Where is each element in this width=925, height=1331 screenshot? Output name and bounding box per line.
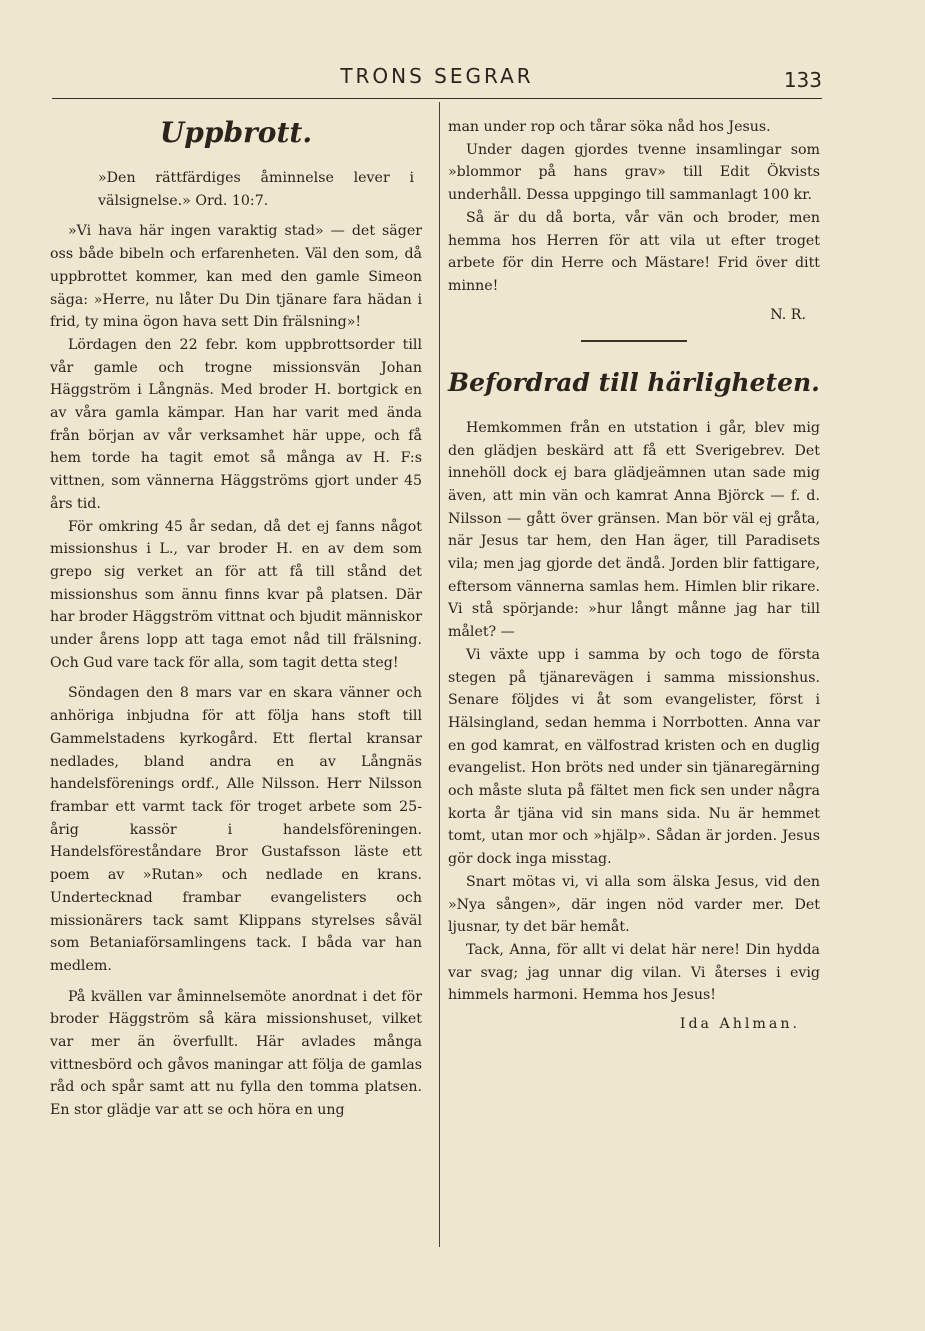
running-head [52, 60, 822, 99]
page-number: 133 [783, 68, 822, 92]
article1-paragraph: På kvällen var åminnelsemöte anordnat i det för broder Häggström så kära missionshuset, vilket var mer än överfullt. Här avlades många vittnesbörd och gåvos maningar att följa de gamlas råd och spår samt att nu fylla den tomma platsen. En stor glädje var att se och höra en ung [50, 988, 422, 1119]
article1-continuation: Under dagen gjordes tvenne insamlingar som »blommor på hans grav» till Edit Ökvists underhåll. Dessa uppgingo till sammanlagt 100 kr. [448, 141, 820, 204]
article-separator [581, 340, 687, 342]
left-column [50, 100, 422, 1122]
article2-paragraph: Hemkommen från en utstation i går, blev mig den glädjen beskärd att få ett Sverigebrev. Det innehöll dock ej bara glädjeämnen utan sade mig även, att min vän och kamrat Anna Björck — f. d. Nilsson — gått över gränsen. Man bör väl ej gråta, när Jesus tar hem, den Han äger, till Paradisets vila; men jag gjorde det ändå. Jorden blir fattigare, eftersom vännerna samlas hem. Himlen blir rikare. Vi stå spörjande: »hur långt månne jag har till målet? — [448, 419, 820, 641]
article1-paragraph: Söndagen den 8 mars var en skara vänner och anhöriga inbjudna för att följa hans stoft till Gammelstadens kyrkogård. Ett flertal kransar nedlades, bland andra en av Långnäs handelsförenings ordf., Alle Nilsson. Herr Nilsson frambar ett varmt tack för troget arbete som 25-årig kassör i handelsföreningen. Handelsföreståndare Bror Gustafsson läste ett poem av »Rutan» och nedlade en krans. Undertecknad frambar evangelisters och missionärers tack samt Klippans styrelses såväl som Betaniaförsamlingens tack. I båda var han medlem. [50, 685, 422, 974]
article1-signature: N. R. [770, 306, 806, 323]
article1-paragraph: Lördagen den 22 febr. kom uppbrottsorder till vår gamle och trogne missionsvän Johan Häggström i Långnäs. Med broder H. bortgick en av våra gamla kämpar. Han har varit med ända från början av vår verksamhet här uppe, och få hem torde ha tagit emot så många av H. F:s vittnen, som vännerna Häggströms gjort under 45 års tid. [50, 336, 422, 512]
article1-epigraph: »Den rättfärdiges åminnelse lever i välsignelse.» Ord. 10:7. [98, 170, 414, 209]
article1-continuation: Så är du då borta, vår vän och broder, men hemma hos Herren för att vila ut efter troget arbete för din Herre och Mästare! Frid över ditt minne! [448, 209, 820, 294]
article2-paragraph: Snart mötas vi, vi alla som älska Jesus, vid den »Nya sången», där ingen nöd varder mer. Det ljusnar, ty det bär hemåt. [448, 873, 820, 936]
article2-paragraph: Tack, Anna, för allt vi delat här nere! Din hydda var svag; jag unnar dig vilan. Vi återses i evig himmels harmoni. Hemma hos Jesus! [448, 942, 820, 1004]
article1-paragraph: För omkring 45 år sedan, då det ej fanns något missionshus i L., var broder H. en av dem som grepo sig verket an för att få till stånd det missionshus som ännu finns kvar på platsen. Där har broder Häggström vittnat och bjudit människor under årens lopp att taga emot nåd till frälsning. Och Gud vare tack för alla, som tagit detta steg! [50, 518, 422, 671]
article2-paragraph: Vi växte upp i samma by och togo de första stegen på tjänarevägen i samma missionshus. Senare följdes vi åt som evangelister, först i Hälsingland, sedan hemma i Norrbotten. Anna var en god kamrat, en välfostrad kristen och en duglig evangelist. Hon bröts ned under sin tjänaregärning och måste sluta på fältet men fick sen under några korta år tjäna vid sin mans sida. Nu är hemmet tomt, utan mor och »hjälp». Sådan är jorden. Jesus gör dock inga misstag. [448, 646, 820, 868]
article1-continuation: man under rop och tårar söka nåd hos Jesus. [448, 119, 771, 135]
right-column [448, 100, 820, 1036]
article2-title: Befordrad till härligheten. [448, 367, 820, 397]
article2-signature: Ida Ahlman. [679, 1016, 800, 1033]
column-divider [439, 102, 440, 1247]
article1-paragraph: »Vi hava här ingen varaktig stad» — det säger oss både bibeln och erfarenheten. Väl den som, då uppbrottet kommer, kan med den gamle Simeon säga: »Herre, nu låter Du Din tjänare fara hädan i frid, ty mina ögon hava sett Din frälsning»! [50, 223, 422, 331]
article1-title: Uppbrott. [159, 116, 313, 149]
running-title: TRONS SEGRAR [340, 64, 534, 88]
